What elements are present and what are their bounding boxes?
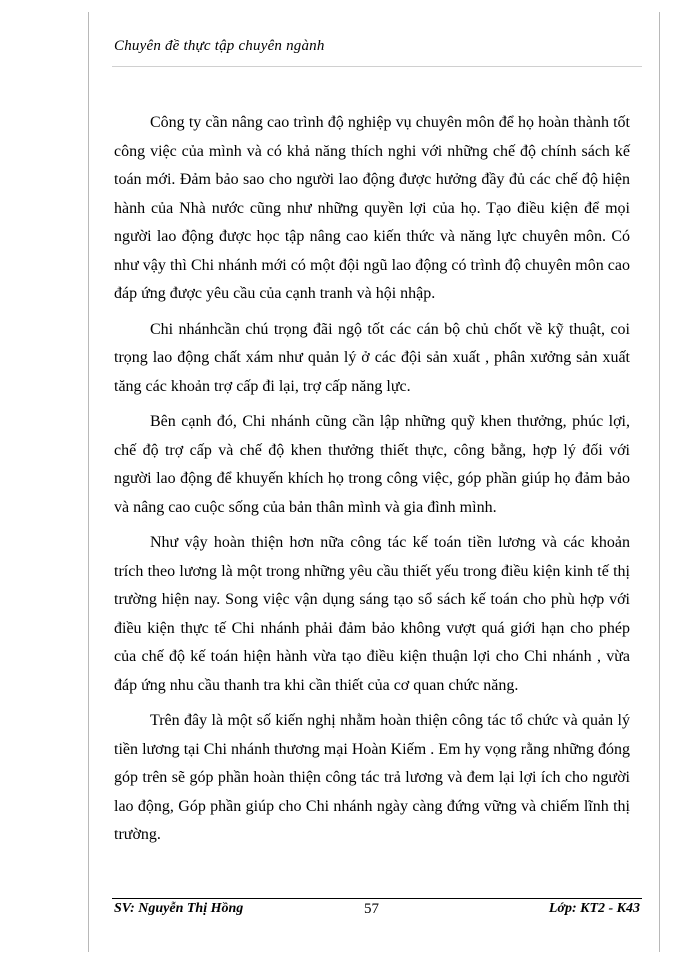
paragraph-1: Công ty cần nâng cao trình độ nghiệp vụ chuyên môn để họ hoàn thành tốt công việc của mình và có khả năng thích nghi với những chế độ chính sách kế toán mới. Đảm bảo sao cho người lao động được hưởng đầy đủ các chế độ hiện hành của Nhà nước cũng như những quyền lợi của họ. Tạo điều kiện để mọi người lao động được học tập nâng cao kiến thức và năng lực chuyên môn. Có như vậy thì Chi nhánh mới có một đội ngũ lao động có trình độ chuyên môn cao đáp ứng được yêu cầu của cạnh tranh và hội nhập. — [114, 114, 630, 302]
page-footer — [114, 901, 640, 921]
header-divider — [112, 66, 642, 67]
footer-page-number: 57 — [364, 901, 379, 917]
footer-divider — [112, 898, 642, 899]
paragraph-5: Trên đây là một số kiến nghị nhằm hoàn thiện công tác tổ chức và quản lý tiền lương tại Chi nhánh thương mại Hoàn Kiếm . Em hy vọng rằng những đóng góp trên sẽ góp phần hoàn thiện công tác trả lương và đem lại lợi ích cho người lao động, Góp phần giúp cho Chi nhánh ngày càng đứng vững và chiếm lĩnh thị trường. — [114, 712, 630, 843]
footer-student-name: SV: Nguyễn Thị Hồng — [114, 901, 244, 916]
paragraph-2: Chi nhánhcần chú trọng đãi ngộ tốt các cán bộ chủ chốt về kỹ thuật, coi trọng lao động chất xám như quản lý ở các đội sản xuất , phân xưởng sản xuất tăng các khoản trợ cấp đi lại, trợ cấp năng lực. — [114, 320, 630, 395]
footer-class-code: Lớp: KT2 - K43 — [548, 901, 640, 916]
paragraph-4: Như vậy hoàn thiện hơn nữa công tác kế toán tiền lương và các khoản trích theo lương là một trong những yêu cầu thiết yếu trong điều kiện kinh tế thị trường hiện nay. Song việc vận dụng sáng tạo sổ sách kế toán cho phù hợp với điều kiện thực tế Chi nhánh phải đảm bảo không vượt quá giới hạn cho phép của chế độ kế toán hiện hành vừa tạo điều kiện thuận lợi cho Chi nhánh , vừa đáp ứng nhu cầu thanh tra khi cần thiết của cơ quan chức năng. — [114, 534, 630, 694]
page-header-title: Chuyên đề thực tập chuyên ngành — [114, 38, 325, 54]
paragraph-3: Bên cạnh đó, Chi nhánh cũng cần lập những quỹ khen thưởng, phúc lợi, chế độ trợ cấp và chế độ khen thưởng thiết thực, công bằng, hợp lý đối với người lao động để khuyến khích họ trong công việc, góp phần giúp họ đảm bảo và nâng cao cuộc sống của bản thân mình và gia đình mình. — [114, 413, 630, 516]
document-body — [114, 109, 630, 857]
